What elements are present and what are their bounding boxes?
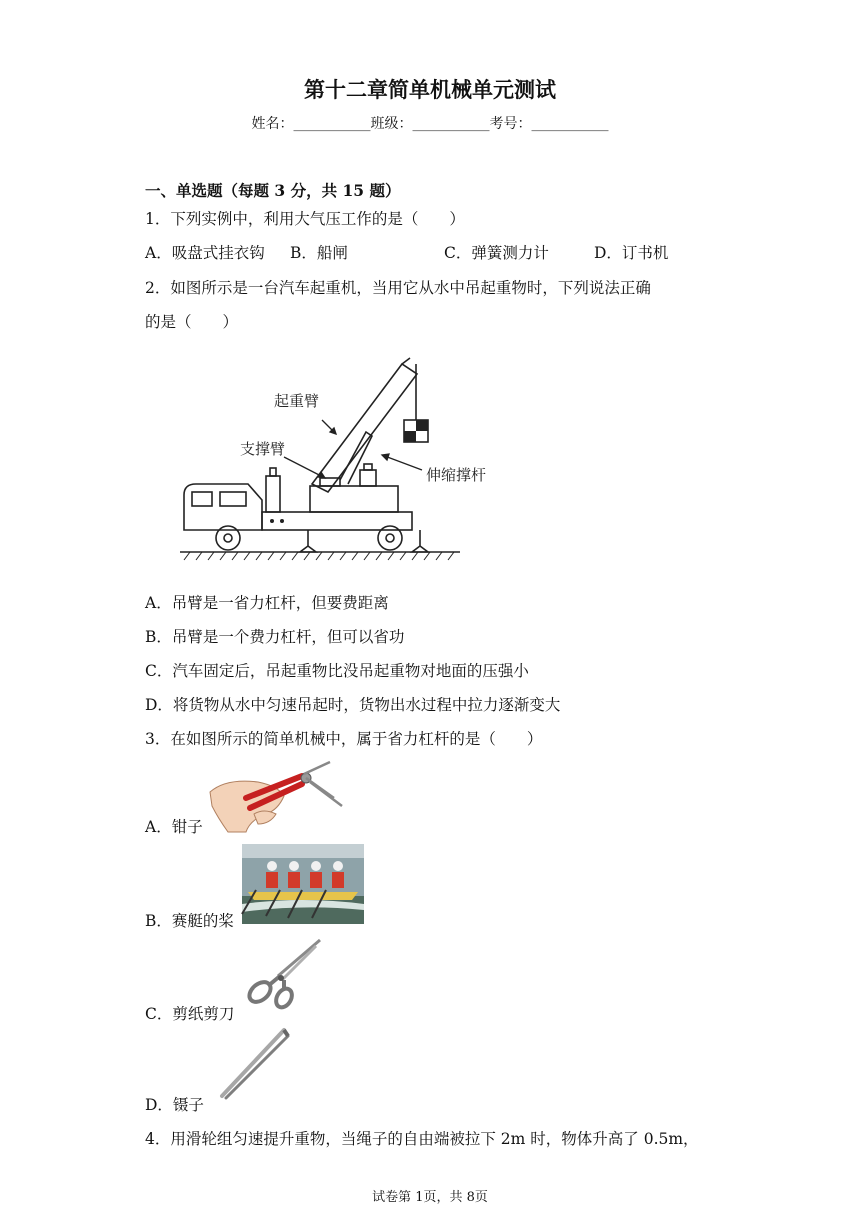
question-3-option-b: B．赛艇的桨	[145, 912, 234, 930]
page-title: 第十二章简单机械单元测试	[304, 78, 556, 102]
question-1-option-b: B．船闸	[290, 244, 348, 262]
question-1-option-a: A．吸盘式挂衣钩	[145, 244, 265, 262]
crane-truck-figure	[170, 350, 487, 565]
boom-label: 起重臂	[274, 392, 320, 410]
question-1-stem: 1．下列实例中，利用大气压工作的是（ ）	[145, 210, 465, 228]
question-4-stem: 4．用滑轮组匀速提升重物，当绳子的自由端被拉下 2m 时，物体升高了 0.5m，	[145, 1130, 699, 1148]
question-1-option-c: C．弹簧测力计	[444, 244, 549, 262]
question-2-option-c: C．汽车固定后，吊起重物比没吊起重物对地面的压强小	[145, 662, 529, 680]
student-info-line: 姓名：___________班级：___________考号：___________	[251, 116, 609, 132]
pliers-image	[206, 758, 346, 836]
question-3-option-d: D．镊子	[145, 1096, 204, 1114]
question-2-option-d: D．将货物从水中匀速吊起时，货物出水过程中拉力逐渐变大	[145, 696, 561, 714]
scissors-image	[244, 936, 324, 1012]
question-2-option-a: A．吊臂是一省力杠杆，但要费距离	[145, 594, 389, 612]
question-3-option-a: A．钳子	[145, 818, 203, 836]
question-2-option-b: B．吊臂是一个费力杠杆，但可以省功	[145, 628, 405, 646]
tweezers-image	[212, 1026, 290, 1102]
question-2-stem-line-1: 2．如图所示是一台汽车起重机，当用它从水中吊起重物时，下列说法正确	[145, 279, 651, 297]
question-1-option-d: D．订书机	[594, 244, 669, 262]
question-2-stem-line-2: 的是（ ）	[145, 313, 239, 331]
section-heading: 一、单选题（每题 3 分，共 15 题）	[145, 181, 401, 200]
page-footer: 试卷第 1页，共 8页	[372, 1190, 488, 1205]
telescoping-rod-label: 伸缩撑杆	[426, 466, 487, 484]
rowing-boat-photo	[242, 844, 364, 924]
question-3-option-c: C．剪纸剪刀	[145, 1005, 235, 1023]
support-arm-label: 支撑臂	[240, 440, 286, 458]
question-3-stem: 3．在如图所示的简单机械中，属于省力杠杆的是（ ）	[145, 730, 543, 748]
